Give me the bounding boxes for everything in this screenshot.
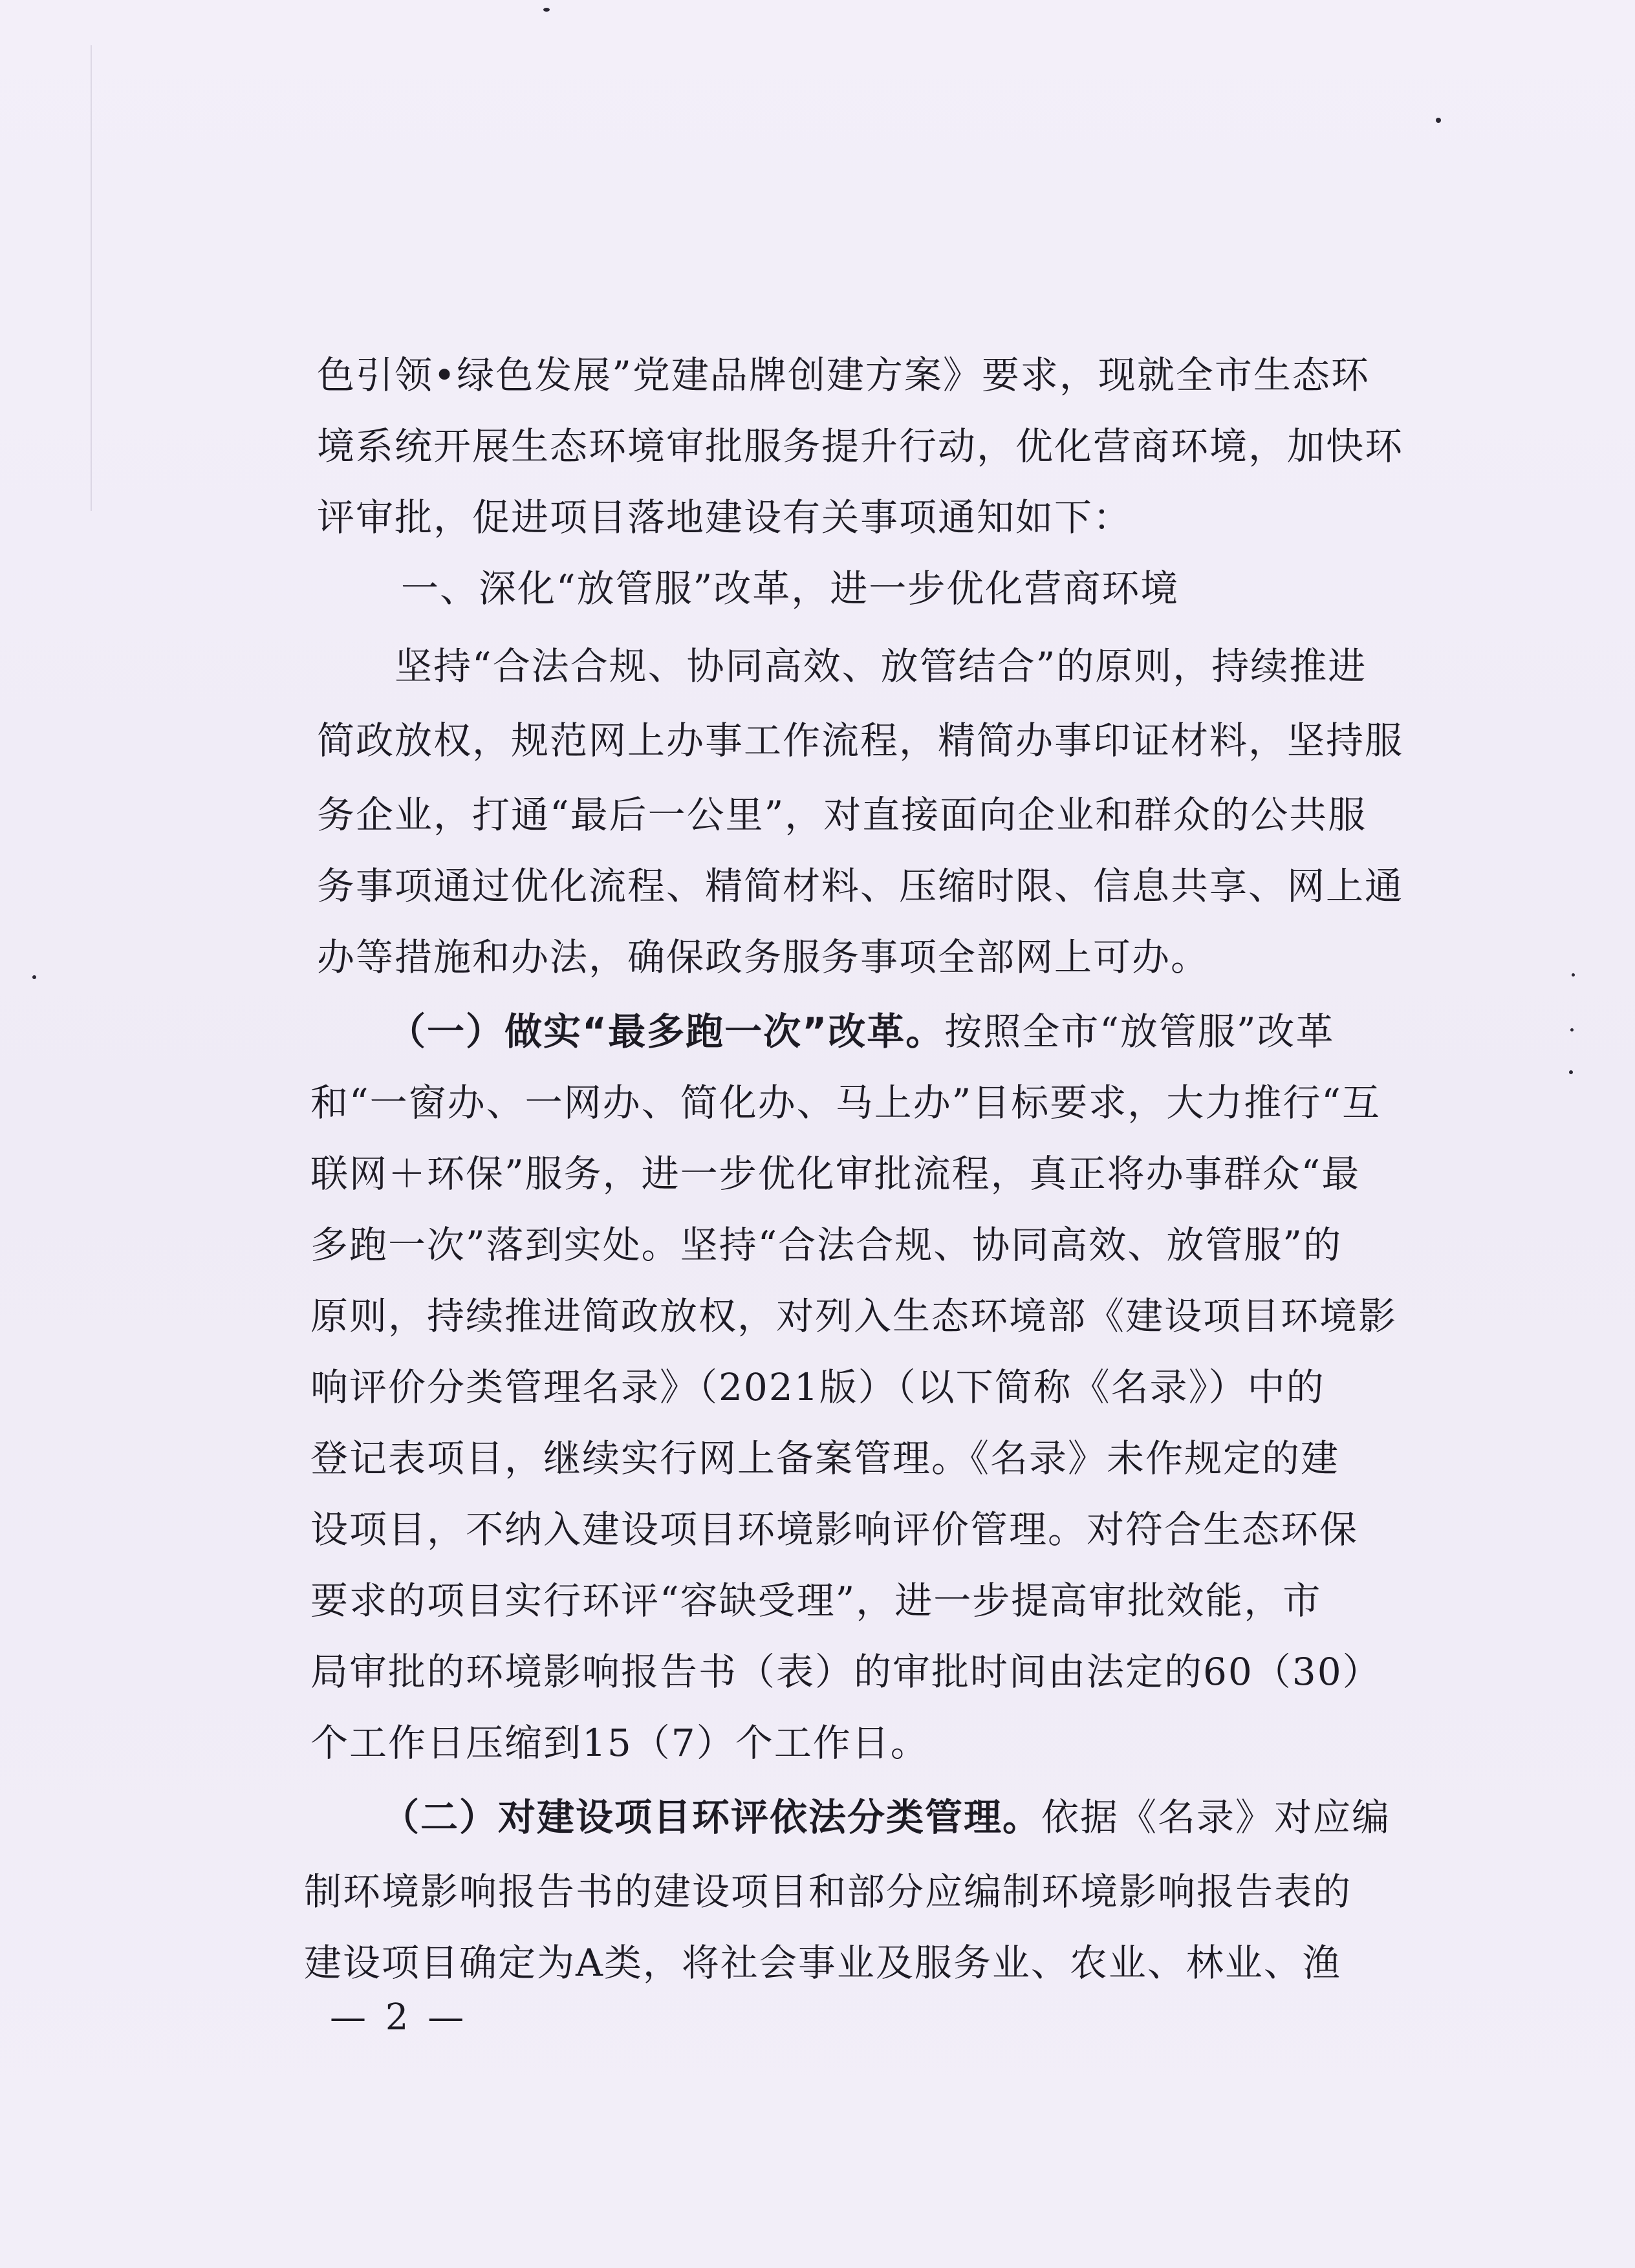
paragraph-line: 务事项通过优化流程、精简材料、压缩时限、信息共享、网上通 <box>317 864 1404 908</box>
scan-speck <box>543 8 550 12</box>
paragraph-line: 设项目，不纳入建设项目环境影响评价管理。对符合生态环保 <box>310 1507 1359 1551</box>
page-number: — 2 — <box>330 1996 468 2038</box>
paragraph-line: 坚持“合法合规、协同高效、放管结合”的原则，持续推进 <box>395 644 1367 688</box>
scan-speck <box>1569 1070 1573 1074</box>
paragraph-line: 个工作日压缩到15（7）个工作日。 <box>310 1721 929 1765</box>
paragraph-line: 原则，持续推进简政放权，对列入生态环境部《建设项目环境影 <box>310 1294 1398 1338</box>
scan-fold-line <box>91 45 92 511</box>
paragraph-line: 简政放权，规范网上办事工作流程，精简办事印证材料，坚持服 <box>317 718 1404 762</box>
subsection-line <box>388 1009 1335 1054</box>
paragraph-line: 响评价分类管理名录》（2021版）（以下简称《名录》）中的 <box>310 1365 1325 1409</box>
paragraph-text: 按照全市“放管服”改革 <box>944 1010 1335 1053</box>
paragraph-line: 色引领•绿色发展”党建品牌创建方案》要求，现就全市生态环 <box>317 353 1370 397</box>
paragraph-line: 和“一窗办、一网办、简化办、马上办”目标要求，大力推行“互 <box>310 1081 1381 1125</box>
paragraph-line: 务企业，打通“最后一公里”，对直接面向企业和群众的公共服 <box>317 793 1367 837</box>
subsection-line <box>382 1795 1391 1840</box>
paragraph-line: 联网＋环保”服务，进一步优化审批流程，真正将办事群众“最 <box>310 1152 1361 1196</box>
paragraph-line: 评审批，促进项目落地建设有关事项通知如下： <box>317 495 1132 539</box>
paragraph-line: 建设项目确定为A类，将社会事业及服务业、农业、林业、渔 <box>304 1941 1341 1985</box>
scan-speck <box>1572 973 1575 977</box>
scan-speck <box>1436 118 1441 123</box>
subsection-heading: （一）做实“最多跑一次”改革。 <box>388 1010 945 1053</box>
scan-speck <box>1570 1028 1574 1031</box>
paragraph-line: 办等措施和办法，确保政务服务事项全部网上可办。 <box>317 935 1210 979</box>
paragraph-line: 要求的项目实行环评“容缺受理”，进一步提高审批效能，市 <box>310 1579 1322 1623</box>
scan-speck <box>32 975 36 979</box>
paragraph-text: 依据《名录》对应编 <box>1041 1795 1391 1839</box>
paragraph-line: 登记表项目，继续实行网上备案管理。《名录》未作规定的建 <box>310 1436 1340 1480</box>
paragraph-line: 制环境影响报告书的建设项目和部分应编制环境影响报告表的 <box>304 1870 1352 1914</box>
paragraph-line: 境系统开展生态环境审批服务提升行动，优化营商环境，加快环 <box>317 424 1404 468</box>
subsection-heading: （二）对建设项目环评依法分类管理。 <box>382 1795 1042 1839</box>
paragraph-line: 多跑一次”落到实处。坚持“合法合规、协同高效、放管服”的 <box>310 1223 1342 1267</box>
paragraph-line: 局审批的环境影响报告书（表）的审批时间由法定的60（30） <box>310 1650 1381 1694</box>
section-heading: 一、深化“放管服”改革，进一步优化营商环境 <box>401 567 1180 610</box>
